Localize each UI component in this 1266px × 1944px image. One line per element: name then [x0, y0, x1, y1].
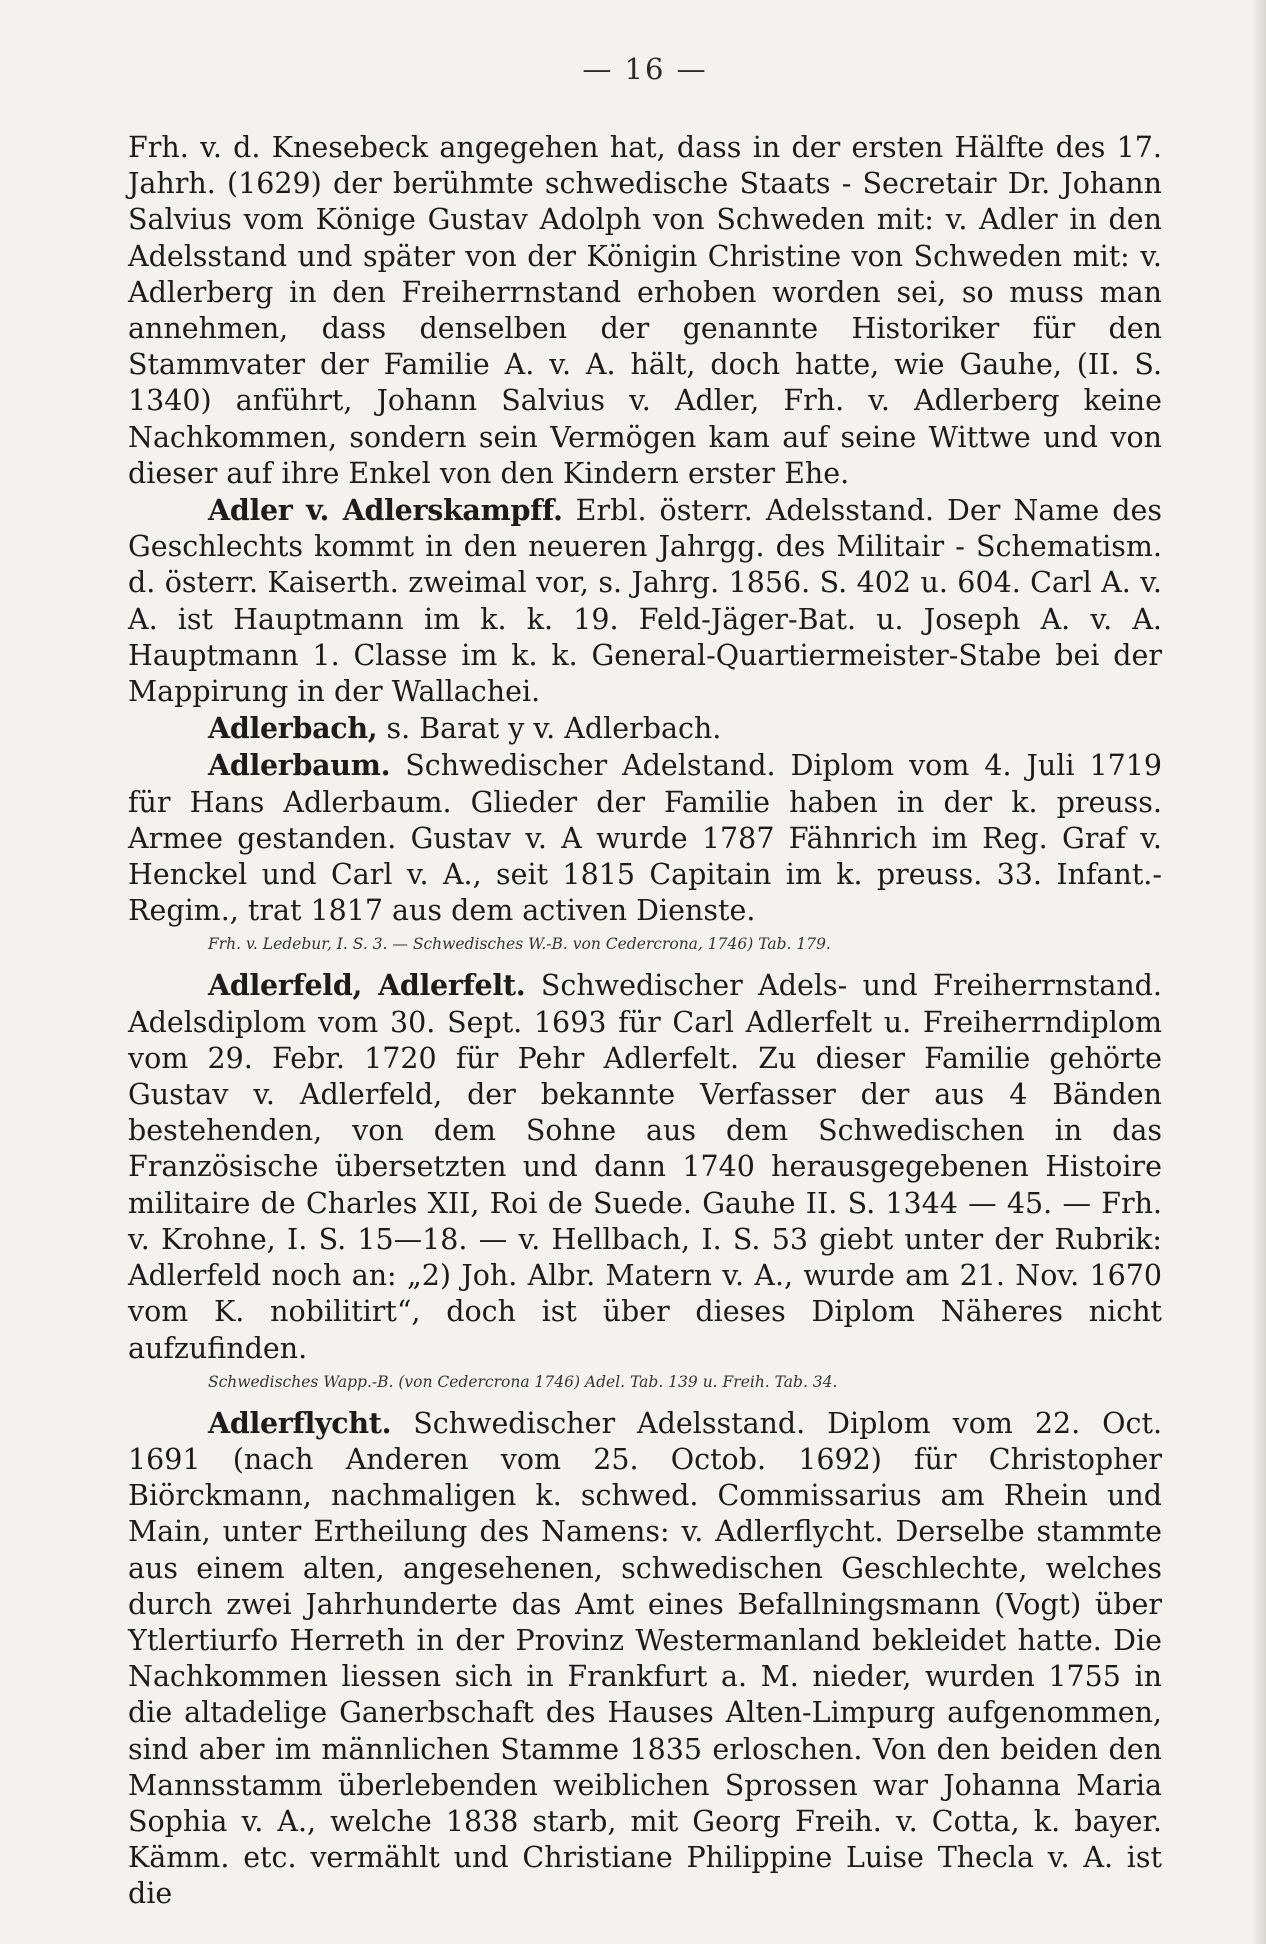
entry-text: Schwedischer Adelsstand. Diplom vom 22. Oct. 1691 (nach Anderen vom 25. Octob. 1692) für Christopher Biörckmann, nachmaligen k. schwed. Commissarius am Rhein und Main, unter Ertheilung des Namens: v. Adlerflycht. Derselbe stammte aus einem alten, angesehenen, schwedischen Geschlechte, welches durch zwei Jahrhunderte das Amt eines Befallningsmann (Vogt) über Ytlertiurfo Herreth in der Provinz Westermanland bekleidet hatte. Die Nachkommen liessen sich in Frankfurt a. M. nieder, wurden 1755 in die altadelige Ganerbschaft des Hauses Alten-Limpurg aufgenommen, sind aber im männlichen Stamme 1835 erloschen. Von den beiden den Mannsstamm überlebenden weiblichen Sprossen war Johanna Maria Sophia v. A., welche 1838 starb, mit Georg Freih. v. Cotta, k. bayer. Kämm. etc. vermählt und Christiane Philippine Luise Thecla v. A. ist die: [128, 1406, 1163, 1911]
entry-heading: Adlerflycht.: [208, 1405, 392, 1440]
entry-continuation: [128, 130, 1162, 492]
entry-adlerfeld: [128, 967, 1162, 1366]
entry-heading: Adlerfeld, Adlerfelt.: [208, 968, 526, 1003]
entry-adlerflycht: [128, 1405, 1162, 1913]
book-page: [128, 52, 1162, 1913]
entry-text: Schwedischer Adelstand. Diplom vom 4. Juli 1719 für Hans Adlerbaum. Glieder der Familie haben in der k. preuss. Armee gestanden. Gustav v. A wurde 1787 Fähnrich im Reg. Graf v. Henckel und Carl v. A., seit 1815 Capitain im k. preuss. 33. Infant.-Regim., trat 1817 aus dem activen Dienste.: [128, 749, 1163, 928]
entry-heading: Adler v. Adlerskampff.: [208, 493, 563, 528]
entry-adlerbach: [128, 710, 1162, 747]
entry-text: Erbl. österr. Adelsstand. Der Name des Geschlechts kommt in den neueren Jahrgg. des Militair - Schematism. d. österr. Kaiserth. zweimal vor, s. Jahrg. 1856. S. 402 u. 604. Carl A. v. A. ist Hauptmann im k. k. 19. Feld-Jäger-Bat. u. Joseph A. v. A. Hauptmann 1. Classe im k. k. General-Quartiermeister-Stabe bei der Mappirung in der Wallachei.: [128, 494, 1162, 709]
entry-heading: Adlerbach,: [208, 711, 378, 746]
entry-text: s. Barat y v. Adlerbach.: [386, 712, 722, 746]
entry-adler-adlerskampff: [128, 492, 1162, 710]
page-edge-shadow: [1252, 0, 1266, 1944]
entry-text: Frh. v. d. Knesebeck angegehen hat, dass in der ersten Hälfte des 17. Jahrh. (1629) der berühmte schwedische Staats - Secretair Dr. Johann Salvius vom Könige Gustav Adolph von Schweden mit: v. Adler in den Adelsstand und später von der Königin Christine von Schweden mit: v. Adlerberg in den Freiherrnstand erhoben worden sei, so muss man annehmen, dass denselben der genannte Historiker für den Stammvater der Familie A. v. A. hält, doch hatte, wie Gauhe, (II. S. 1340) anführt, Johann Salvius v. Adler, Frh. v. Adlerberg keine Nachkommen, sondern sein Vermögen kam auf seine Wittwe und von dieser auf ihre Enkel von den Kindern erster Ehe.: [128, 131, 1162, 490]
page-number: — 16 —: [582, 52, 708, 86]
entry-heading: Adlerbaum.: [208, 748, 391, 783]
entry-source-note: Frh. v. Ledebur, I. S. 3. — Schwedisches W.-B. von Cedercrona, 1746) Tab. 179.: [208, 935, 831, 954]
entry-text: Schwedischer Adels- und Freiherrnstand. Adelsdiplom vom 30. Sept. 1693 für Carl Adlerfelt u. Freiherrndiplom vom 29. Febr. 1720 für Pehr Adlerfelt. Zu dieser Familie gehörte Gustav v. Adlerfeld, der bekannte Verfasser der aus 4 Bänden bestehenden, von dem Sohne aus dem Schwedischen in das Französische übersetzten und dann 1740 herausgegebenen Histoire militaire de Charles XII, Roi de Suede. Gauhe II. S. 1344 — 45. — Frh. v. Krohne, I. S. 15—18. — v. Hellbach, I. S. 53 giebt unter der Rubrik: Adlerfeld noch an: „2) Joh. Albr. Matern v. A., wurde am 21. Nov. 1670 vom K. nobilitirt“, doch ist über dieses Diplom Näheres nicht aufzufinden.: [128, 969, 1162, 1365]
entry-source-note: Schwedisches Wapp.-B. (von Cedercrona 1746) Adel. Tab. 139 u. Freih. Tab. 34.: [208, 1372, 838, 1391]
entry-adlerbaum: [128, 747, 1162, 929]
